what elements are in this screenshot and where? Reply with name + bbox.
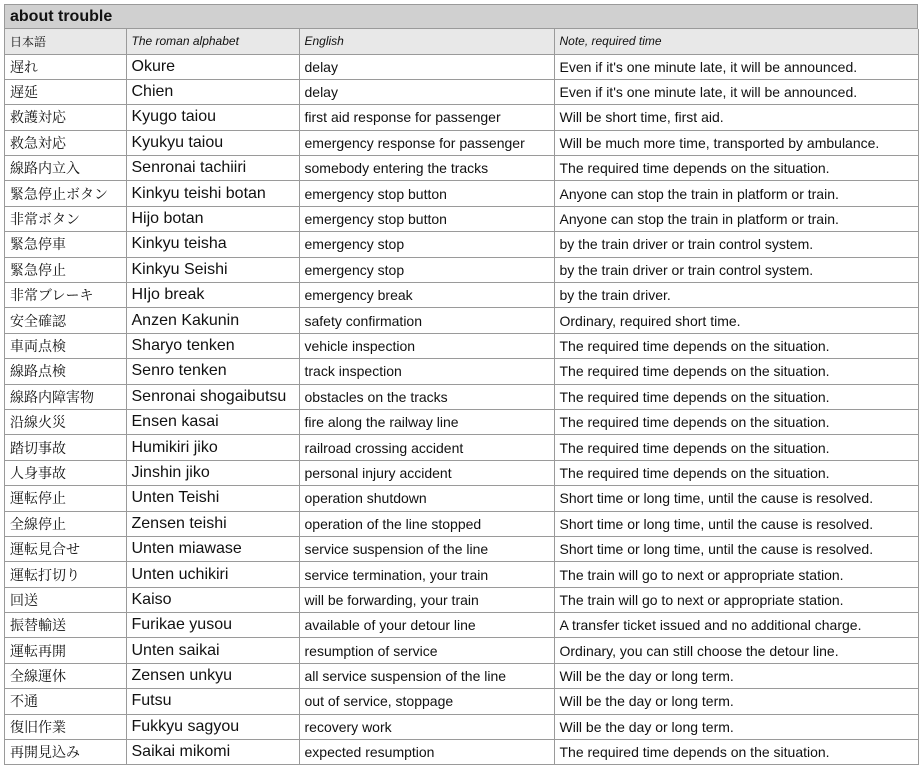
cell-romaji: Senronai tachiiri: [126, 156, 299, 181]
table-row: [5, 54, 918, 79]
column-header-japanese: 日本語: [5, 29, 126, 54]
cell-japanese: 運転停止: [5, 486, 126, 511]
cell-english: service suspension of the line: [299, 536, 554, 561]
cell-note: The required time depends on the situation.: [554, 460, 918, 485]
table-row: [5, 409, 918, 434]
cell-english: operation of the line stopped: [299, 511, 554, 536]
cell-romaji: Senro tenken: [126, 359, 299, 384]
cell-english: railroad crossing accident: [299, 435, 554, 460]
cell-note: Short time or long time, until the cause is resolved.: [554, 536, 918, 561]
cell-english: safety confirmation: [299, 308, 554, 333]
column-header-english: English: [299, 29, 554, 54]
cell-japanese: 安全確認: [5, 308, 126, 333]
cell-japanese: 緊急停止: [5, 257, 126, 282]
cell-note: Anyone can stop the train in platform or train.: [554, 181, 918, 206]
cell-japanese: 復旧作業: [5, 714, 126, 739]
cell-romaji: Anzen Kakunin: [126, 308, 299, 333]
cell-english: all service suspension of the line: [299, 663, 554, 688]
cell-japanese: 回送: [5, 587, 126, 612]
table-row: [5, 714, 918, 739]
cell-english: recovery work: [299, 714, 554, 739]
cell-note: The required time depends on the situation.: [554, 740, 918, 765]
trouble-glossary-sheet: [4, 4, 918, 765]
cell-romaji: Senronai shogaibutsu: [126, 384, 299, 409]
glossary-rows: [5, 54, 918, 765]
cell-romaji: Okure: [126, 54, 299, 79]
header-row: [5, 29, 918, 54]
table-row: [5, 536, 918, 561]
cell-romaji: Zensen unkyu: [126, 663, 299, 688]
table-row: [5, 257, 918, 282]
table-row: [5, 359, 918, 384]
cell-romaji: Kyugo taiou: [126, 105, 299, 130]
cell-romaji: Jinshin jiko: [126, 460, 299, 485]
table-row: [5, 562, 918, 587]
cell-romaji: Unten miawase: [126, 536, 299, 561]
cell-note: Short time or long time, until the cause is resolved.: [554, 486, 918, 511]
cell-english: will be forwarding, your train: [299, 587, 554, 612]
table-row: [5, 181, 918, 206]
cell-english: expected resumption: [299, 740, 554, 765]
cell-japanese: 再開見込み: [5, 740, 126, 765]
cell-english: operation shutdown: [299, 486, 554, 511]
cell-english: out of service, stoppage: [299, 689, 554, 714]
cell-note: The required time depends on the situation.: [554, 333, 918, 358]
cell-japanese: 線路点検: [5, 359, 126, 384]
cell-japanese: 救護対応: [5, 105, 126, 130]
cell-english: emergency stop button: [299, 181, 554, 206]
cell-japanese: 沿線火災: [5, 409, 126, 434]
cell-note: Even if it's one minute late, it will be announced.: [554, 79, 918, 104]
table-row: [5, 663, 918, 688]
cell-english: obstacles on the tracks: [299, 384, 554, 409]
column-header-romaji: The roman alphabet: [126, 29, 299, 54]
cell-japanese: 運転打切り: [5, 562, 126, 587]
cell-romaji: Sharyo tenken: [126, 333, 299, 358]
cell-japanese: 車両点検: [5, 333, 126, 358]
cell-romaji: Kinkyu Seishi: [126, 257, 299, 282]
cell-japanese: 人身事故: [5, 460, 126, 485]
sheet-title: about trouble: [5, 5, 918, 29]
cell-japanese: 緊急停車: [5, 232, 126, 257]
cell-japanese: 遅れ: [5, 54, 126, 79]
glossary-table: [5, 29, 919, 765]
table-row: [5, 638, 918, 663]
column-header-note: Note, required time: [554, 29, 918, 54]
cell-romaji: Unten Teishi: [126, 486, 299, 511]
cell-romaji: Hijo botan: [126, 206, 299, 231]
cell-romaji: Kyukyu taiou: [126, 130, 299, 155]
cell-japanese: 救急対応: [5, 130, 126, 155]
cell-japanese: 運転再開: [5, 638, 126, 663]
cell-japanese: 線路内障害物: [5, 384, 126, 409]
cell-japanese: 踏切事故: [5, 435, 126, 460]
table-row: [5, 206, 918, 231]
cell-note: The train will go to next or appropriate station.: [554, 587, 918, 612]
cell-english: available of your detour line: [299, 613, 554, 638]
cell-english: fire along the railway line: [299, 409, 554, 434]
table-row: [5, 587, 918, 612]
cell-romaji: Zensen teishi: [126, 511, 299, 536]
cell-note: The required time depends on the situation.: [554, 156, 918, 181]
cell-note: by the train driver or train control system.: [554, 257, 918, 282]
cell-note: Ordinary, required short time.: [554, 308, 918, 333]
cell-note: Will be the day or long term.: [554, 689, 918, 714]
cell-japanese: 運転見合せ: [5, 536, 126, 561]
cell-note: by the train driver or train control system.: [554, 232, 918, 257]
cell-japanese: 全線停止: [5, 511, 126, 536]
cell-romaji: Ensen kasai: [126, 409, 299, 434]
table-row: [5, 130, 918, 155]
cell-japanese: 不通: [5, 689, 126, 714]
cell-english: resumption of service: [299, 638, 554, 663]
cell-note: The required time depends on the situation.: [554, 384, 918, 409]
cell-romaji: HIjo break: [126, 283, 299, 308]
cell-english: emergency stop: [299, 232, 554, 257]
table-row: [5, 740, 918, 765]
cell-english: first aid response for passenger: [299, 105, 554, 130]
cell-japanese: 非常ブレーキ: [5, 283, 126, 308]
cell-english: emergency break: [299, 283, 554, 308]
cell-note: Even if it's one minute late, it will be announced.: [554, 54, 918, 79]
cell-japanese: 振替輸送: [5, 613, 126, 638]
cell-romaji: Saikai mikomi: [126, 740, 299, 765]
table-row: [5, 333, 918, 358]
cell-romaji: Futsu: [126, 689, 299, 714]
cell-japanese: 非常ボタン: [5, 206, 126, 231]
cell-note: Will be much more time, transported by ambulance.: [554, 130, 918, 155]
table-row: [5, 79, 918, 104]
cell-note: The train will go to next or appropriate station.: [554, 562, 918, 587]
table-row: [5, 308, 918, 333]
cell-english: somebody entering the tracks: [299, 156, 554, 181]
table-row: [5, 156, 918, 181]
cell-romaji: Furikae yusou: [126, 613, 299, 638]
cell-note: Ordinary, you can still choose the detour line.: [554, 638, 918, 663]
cell-romaji: Unten saikai: [126, 638, 299, 663]
cell-english: emergency stop button: [299, 206, 554, 231]
cell-english: emergency response for passenger: [299, 130, 554, 155]
cell-note: Will be short time, first aid.: [554, 105, 918, 130]
cell-japanese: 遅延: [5, 79, 126, 104]
cell-english: personal injury accident: [299, 460, 554, 485]
table-row: [5, 384, 918, 409]
cell-romaji: Kinkyu teisha: [126, 232, 299, 257]
cell-english: track inspection: [299, 359, 554, 384]
cell-romaji: Chien: [126, 79, 299, 104]
table-row: [5, 283, 918, 308]
cell-romaji: Kaiso: [126, 587, 299, 612]
table-row: [5, 460, 918, 485]
cell-note: Will be the day or long term.: [554, 714, 918, 739]
cell-english: emergency stop: [299, 257, 554, 282]
cell-note: The required time depends on the situation.: [554, 359, 918, 384]
table-row: [5, 613, 918, 638]
cell-note: A transfer ticket issued and no additional charge.: [554, 613, 918, 638]
cell-note: by the train driver.: [554, 283, 918, 308]
cell-romaji: Kinkyu teishi botan: [126, 181, 299, 206]
table-row: [5, 486, 918, 511]
table-row: [5, 435, 918, 460]
cell-note: Will be the day or long term.: [554, 663, 918, 688]
cell-japanese: 線路内立入: [5, 156, 126, 181]
cell-romaji: Fukkyu sagyou: [126, 714, 299, 739]
table-row: [5, 511, 918, 536]
cell-note: The required time depends on the situation.: [554, 435, 918, 460]
cell-english: vehicle inspection: [299, 333, 554, 358]
cell-english: service termination, your train: [299, 562, 554, 587]
cell-note: Anyone can stop the train in platform or train.: [554, 206, 918, 231]
cell-note: Short time or long time, until the cause is resolved.: [554, 511, 918, 536]
cell-note: The required time depends on the situation.: [554, 409, 918, 434]
table-row: [5, 689, 918, 714]
cell-japanese: 緊急停止ボタン: [5, 181, 126, 206]
cell-romaji: Unten uchikiri: [126, 562, 299, 587]
cell-english: delay: [299, 54, 554, 79]
cell-japanese: 全線運休: [5, 663, 126, 688]
cell-english: delay: [299, 79, 554, 104]
cell-romaji: Humikiri jiko: [126, 435, 299, 460]
table-row: [5, 232, 918, 257]
table-row: [5, 105, 918, 130]
